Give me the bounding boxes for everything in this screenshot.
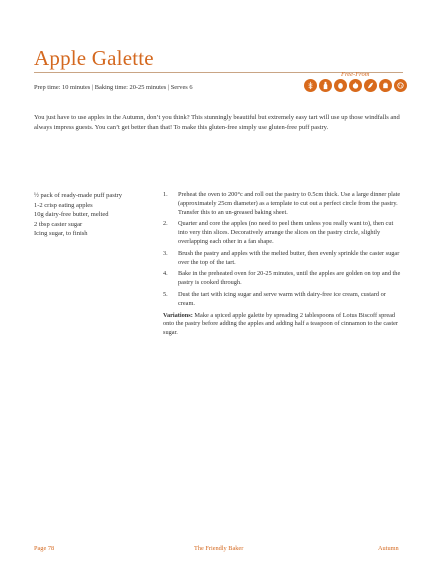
footer-book-title: The Friendly Baker bbox=[194, 545, 244, 552]
ingredient-item: 1-2 crisp eating apples bbox=[34, 201, 93, 209]
method-step bbox=[163, 191, 403, 217]
variations-text: Make a spiced apple galette by spreading 2 tablespoons of Lotus Biscoff spread onto the pastry before adding the apples and adding half a teaspoon of cinnamon to the caster sugar. bbox=[163, 311, 399, 337]
footer-page-number: Page 78 bbox=[34, 545, 55, 552]
method-list bbox=[163, 191, 403, 338]
recipe-meta: Prep time: 10 minutes | Baking time: 20-25 minutes | Serves 6 bbox=[34, 84, 193, 91]
step-number: 2. bbox=[163, 220, 168, 228]
recipe-title: Apple Galette bbox=[34, 46, 154, 70]
ingredients-list bbox=[34, 191, 154, 239]
footer-section: Autumn bbox=[378, 545, 399, 552]
method-step bbox=[163, 270, 403, 288]
ingredient-item: 2 tbsp caster sugar bbox=[34, 220, 83, 228]
gluten-free-icon bbox=[304, 79, 317, 92]
sugar-free-icon bbox=[379, 79, 392, 92]
variations-label: Variations: bbox=[163, 311, 193, 319]
egg-free-icon bbox=[334, 79, 347, 92]
step-text: Quarter and core the apples (no need to peel them unless you really want to), then cut into very thin slices. Decoratively arrange the slices on the pastry circle, slightly overlapping each other in a fan shape. bbox=[178, 220, 394, 245]
recipe-intro: You just have to use apples in the Autumn, don’t you think? This stunningly beautiful but extremely easy tart will use up those windfalls and always impress guests. You can’t get better than that! To make this gluten-free simply use gluten-free puff pastry. bbox=[34, 114, 400, 131]
nut-free-icon bbox=[349, 79, 362, 92]
variations-note bbox=[163, 312, 403, 338]
soya-free-icon bbox=[364, 79, 377, 92]
ingredient-item: ½ pack of ready-made puff pastry bbox=[34, 192, 122, 199]
vegan-icon bbox=[394, 79, 407, 92]
step-number: 1. bbox=[163, 191, 168, 198]
step-text: Bake in the preheated oven for 20-25 minutes, until the apples are golden on top and the pastry is cooked through. bbox=[178, 270, 401, 287]
step-number: 4. bbox=[163, 270, 168, 278]
step-number: 3. bbox=[163, 249, 168, 257]
step-text: Dust the tart with icing sugar and serve warm with dairy-free ice cream, custard or cream. bbox=[178, 290, 386, 307]
step-number: 5. bbox=[163, 290, 168, 298]
step-text: Preheat the oven to 200°c and roll out the pastry to 0.5cm thick. Use a large dinner plate (approximately 25cm diameter) as a template to cut out a perfect circle from the pastry. Transfer this to an un-greased baking sheet. bbox=[178, 191, 401, 216]
step-text: Brush the pastry and apples with the melted butter, then evenly sprinkle the caster sugar over the top of the tart. bbox=[178, 249, 400, 266]
method-step bbox=[163, 220, 403, 246]
free-from-label: Free-From bbox=[341, 71, 370, 78]
method-step bbox=[163, 250, 403, 268]
ingredient-item: Icing sugar, to finish bbox=[34, 230, 88, 238]
dairy-free-icon bbox=[319, 79, 332, 92]
ingredient-item: 10g dairy-free butter, melted bbox=[34, 211, 109, 219]
free-from-icons bbox=[304, 79, 407, 92]
method-step bbox=[163, 291, 403, 309]
